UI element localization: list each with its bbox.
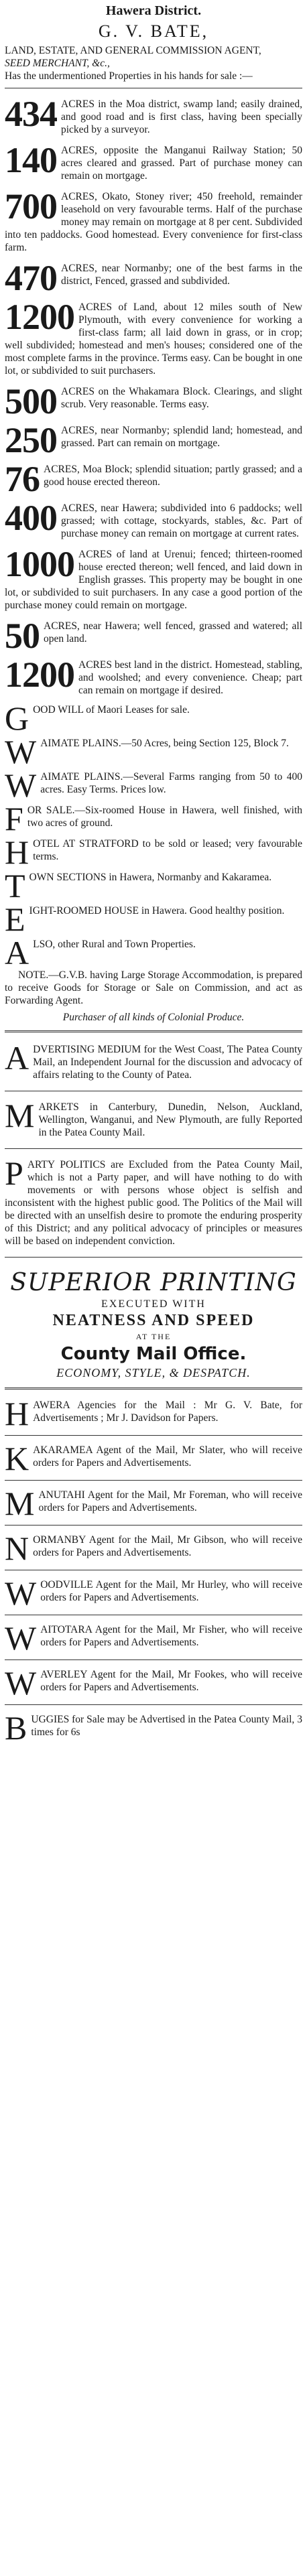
divider: [5, 1435, 302, 1436]
property-item: 1200 ACRES of Land, about 12 miles south of New Plymouth, with every convenience for working a first-class farm; all laid down in grass, or in crop; well subdivided; homestead and men's houses; considered one of the most complete farms in the province. Terms easy. Can be bought in one lot, or subdivided to suit purchasers.: [5, 297, 302, 377]
property-item: 50 ACRES, near Hawera; well fenced, grassed and watered; all open land.: [5, 616, 302, 656]
agent-item: KAKARAMEA Agent of the Mail, Mr Slater, who will receive orders for Papers and Advertisements.: [5, 1440, 302, 1477]
goodwill-ad: GOOD WILL of Maori Leases for sale.: [5, 699, 190, 737]
agent-title: LAND, ESTATE, AND GENERAL COMMISSION AGENT,: [5, 45, 261, 56]
divider: [5, 1525, 302, 1526]
storage-note: NOTE.—G.V.B. having Large Storage Accommodation, is prepared to receive Goods for Storage or Sale on Commission, and act as Forwarding Agent.: [5, 969, 302, 1006]
superior-printing-heading: SUPERIOR PRINTING: [10, 1269, 297, 1296]
agent-item: WOODVILLE Agent for the Mail, Mr Hurley, who will receive orders for Papers and Advertisements.: [5, 1574, 302, 1612]
property-item: 250 ACRES, near Normanby; splendid land; homestead, and grassed. Part can remain on mortgage.: [5, 420, 302, 460]
divider: [5, 1387, 302, 1389]
county-mail-office: County Mail Office.: [60, 1344, 247, 1364]
eight-roomed-ad: EIGHT-ROOMED HOUSE in Hawera. Good healthy position.: [5, 900, 285, 938]
produce-line: Purchaser of all kinds of Colonial Produce.: [62, 1012, 245, 1023]
property-item: 700 ACRES, Okato, Stoney river; 450 freehold, remainder leasehold on very favourable terms. Half of the purchase money may remain on mortgage at 8 per cent. Subdivided into ten paddocks. Good homestead. Every convenience for first-class farm.: [5, 186, 302, 253]
waimate-ad-2: WAIMATE PLAINS.—Several Farms ranging from 50 to 400 acres. Easy Terms. Prices low.: [5, 766, 302, 804]
property-item: 500 ACRES on the Whakamara Block. Clearings, and slight scrub. Very reasonable. Terms easy.: [5, 381, 302, 421]
economy-line: ECONOMY, STYLE, & DESPATCH.: [56, 1366, 251, 1379]
agent-item: WAVERLEY Agent for the Mail, Mr Fookes, who will receive orders for Papers and Advertisements.: [5, 1664, 302, 1702]
buggies-ad: BUGGIES for Sale may be Advertised in the Patea County Mail, 3 times for 6s: [5, 1709, 302, 1747]
property-item: 1000 ACRES of land at Urenui; fenced; thirteen-roomed house erected thereon; well fenced, and laid down in English grasses. This property may be bought in one lot, or subdivided to suit purchasers. In any case a good portion of the purchase money could remain on mortgage.: [5, 544, 302, 611]
forsale-ad: FOR SALE.—Six-roomed House in Hawera, well finished, with two acres of ground.: [5, 800, 302, 837]
neatness-line: NEATNESS AND SPEED: [52, 1312, 255, 1329]
divider: [5, 1030, 302, 1032]
agent-item: MANUTAHI Agent for the Mail, Mr Foreman, who will receive orders for Papers and Advertisements.: [5, 1485, 302, 1522]
divider: [5, 1257, 302, 1258]
agents-list: [5, 1395, 302, 1702]
executed-line: EXECUTED WITH: [101, 1298, 206, 1310]
printing-ad: [5, 1268, 302, 1381]
markets-ad: MARKETS in Canterbury, Dunedin, Nelson, Auckland, Wellington, Wanganui, and New Plymouth, are fully Reported in the Patea County Mail.: [5, 1097, 302, 1138]
divider: [5, 1480, 302, 1481]
property-item: 434 ACRES in the Moa district, swamp land; easily drained, and good road and is first class, having been specially picked by a surveyor.: [5, 94, 302, 135]
agent-intro: Has the undermentioned Properties in his hands for sale :—: [5, 70, 253, 82]
town-sections-ad: TOWN SECTIONS in Hawera, Normanby and Kakaramea.: [5, 867, 272, 904]
property-item: 1200 ACRES best land in the district. Homestead, stabling, and woolshed; and every convenience. Cheap; part can remain on mortgage if desired.: [5, 655, 302, 696]
advertising-ad: ADVERTISING MEDIUM for the West Coast, The Patea County Mail, an Independent Journal for the discussion and advocacy of affairs relating to the County of Patea.: [5, 1039, 302, 1081]
agent-item: WAITOTARA Agent for the Mail, Mr Fisher, who will receive orders for Papers and Advertisements.: [5, 1619, 302, 1657]
property-item: 140 ACRES, opposite the Manganui Railway Station; 50 acres cleared and grassed. Part of purchase money can remain on mortgage.: [5, 140, 302, 182]
agent-item: NORMANBY Agent for the Mail, Mr Gibson, who will receive orders for Papers and Advertisements.: [5, 1530, 302, 1567]
divider: [5, 1659, 302, 1660]
property-item: 400 ACRES, near Hawera; subdivided into 6 paddocks; well grassed; with cottage, stockyards, stables, &c. Part of purchase money can remain on mortgage at current rates.: [5, 498, 302, 539]
district-heading: Hawera District.: [105, 3, 202, 18]
at-the-line: AT THE: [135, 1332, 172, 1341]
party-politics-ad: PARTY POLITICS are Excluded from the Patea County Mail, which is not a Party paper, and will have nothing to do with movements or with persons whose object is selfish and inconsistent with the highest public good. The Politics of the Mail will be directed with an unselfish desire to promote the enduring prosperity of this District; and any political advocacy of principles or measures will be based on independent conviction.: [5, 1154, 302, 1247]
agent-name: G. V. BATE,: [98, 21, 209, 41]
property-item: 470 ACRES, near Normanby; one of the best farms in the district, Fenced, grassed and subdivided.: [5, 258, 302, 298]
hotel-ad: HOTEL AT STRATFORD to be sold or leased; very favourable terms.: [5, 833, 302, 871]
waimate-ad-1: WAIMATE PLAINS.—50 Acres, being Section 125, Block 7.: [5, 733, 289, 770]
divider: [5, 1704, 302, 1705]
property-item: 76 ACRES, Moa Block; splendid situation; partly grassed; and a good house erected thereon.: [5, 459, 302, 499]
property-list: [5, 94, 302, 701]
agent-item: HAWERA Agencies for the Mail : Mr G. V. Bate, for Advertisements ; Mr J. Davidson for Papers.: [5, 1395, 302, 1432]
agent-subtitle: SEED MERCHANT, &c.,: [5, 58, 110, 69]
also-ad: ALSO, other Rural and Town Properties.: [5, 934, 196, 971]
divider: [5, 1148, 302, 1149]
